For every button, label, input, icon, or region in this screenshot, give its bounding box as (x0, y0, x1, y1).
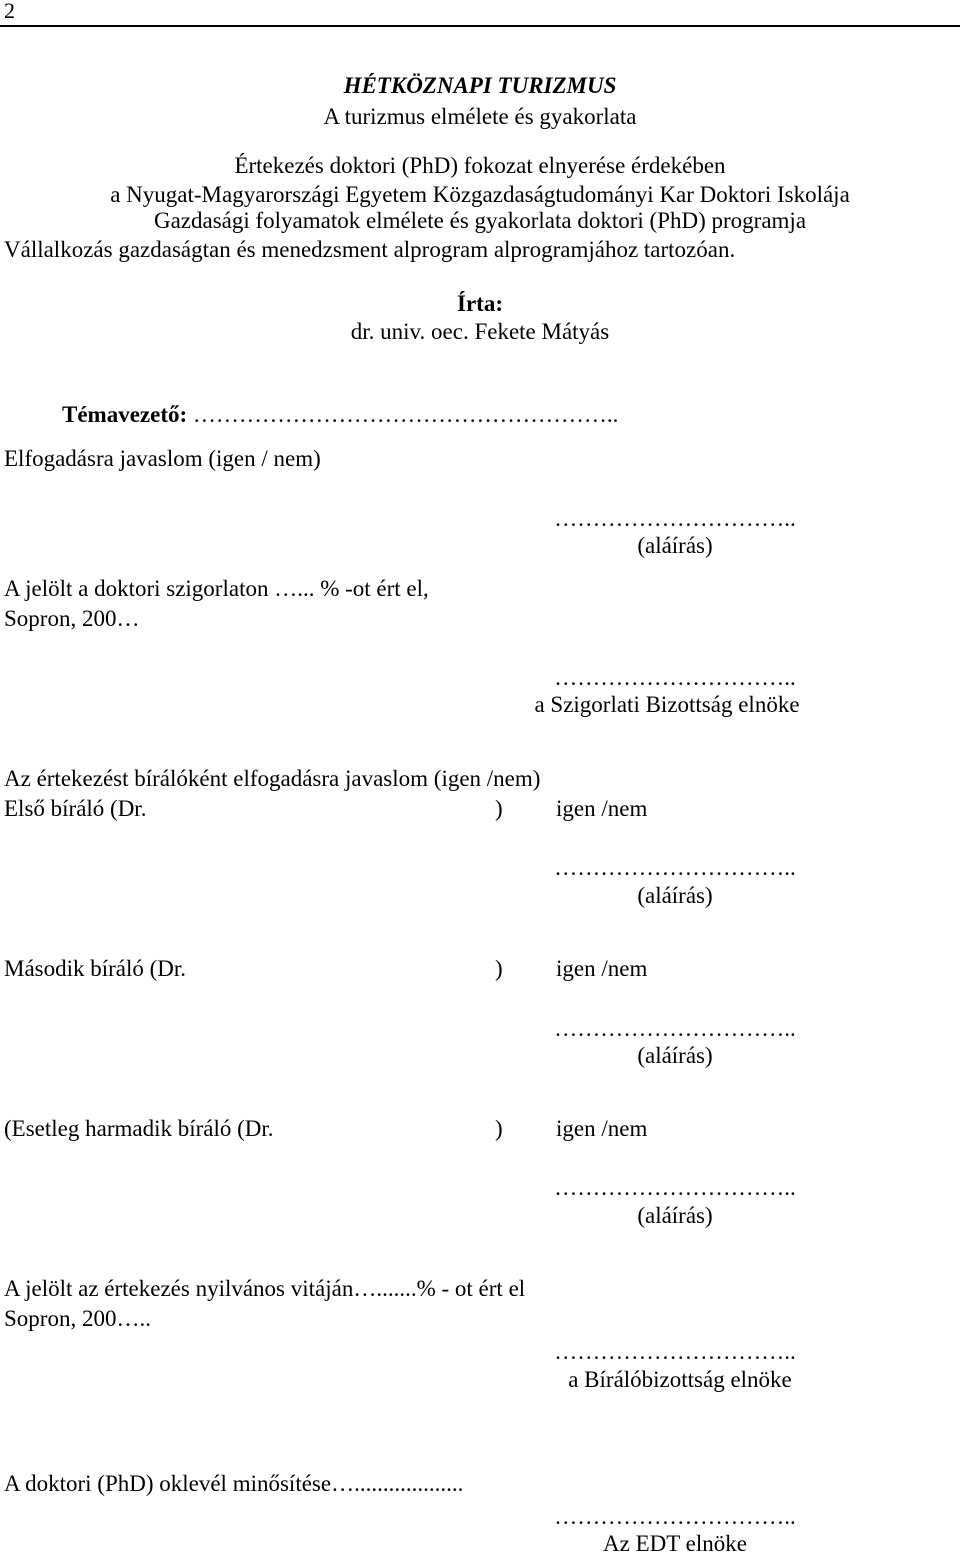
diploma-signature-label: Az EDT elnöke (603, 1531, 747, 1556)
exam-result: A jelölt a doktori szigorlaton …... % -ot ért el, (4, 576, 429, 601)
intro-line-1: Értekezés doktori (PhD) fokozat elnyerése érdekében (234, 153, 726, 178)
defense-signature-dots: ………………………….. (554, 1339, 796, 1364)
supervisor-signature-dots: ………………………….. (554, 506, 796, 531)
page-number: 2 (4, 0, 15, 23)
reviewer-1-label: Első bíráló (Dr. (4, 796, 147, 821)
supervisor-label: Témavezető: (62, 402, 188, 427)
intro-line-2: a Nyugat-Magyarországi Egyetem Közgazdaságtudományi Kar Doktori Iskolája (110, 182, 850, 207)
exam-place-date: Sopron, 200… (4, 606, 140, 631)
reviewer-2-label: Második bíráló (Dr. (4, 956, 187, 981)
diploma-qualification: A doktori (PhD) oklevél minősítése…................... (4, 1471, 464, 1496)
reviewer-1-paren: ) (495, 796, 503, 821)
reviewer-3-label: (Esetleg harmadik bíráló (Dr. (4, 1116, 274, 1141)
reviewer-2-signature-dots: ………………………….. (554, 1016, 796, 1041)
supervisor-dots: ……………………………………………….. (192, 402, 619, 427)
reviewer-3-signature-dots: ………………………….. (554, 1175, 796, 1200)
header-rule (0, 25, 960, 27)
author-label: Írta: (457, 291, 503, 316)
supervisor-signature-label: (aláírás) (637, 533, 713, 558)
reviewer-1-choice: igen /nem (556, 796, 648, 821)
supervisor-line (62, 403, 618, 426)
reviewer-2-signature-label: (aláírás) (637, 1043, 713, 1068)
defense-result: A jelölt az értekezés nyilvános vitáján….......% - ot ért el (4, 1276, 526, 1301)
reviewer-2-paren: ) (495, 956, 503, 981)
reviewer-3-signature-label: (aláírás) (637, 1203, 713, 1228)
intro-line-3: Gazdasági folyamatok elmélete és gyakorlata doktori (PhD) programja (153, 208, 807, 233)
defense-place-date: Sopron, 200….. (4, 1306, 151, 1331)
document-subtitle: A turizmus elmélete és gyakorlata (323, 104, 637, 129)
exam-signature-label: a Szigorlati Bizottság elnöke (534, 692, 800, 717)
supervisor-recommendation: Elfogadásra javaslom (igen / nem) (4, 446, 321, 471)
reviewer-3-paren: ) (495, 1116, 503, 1141)
intro-line-4: Vállalkozás gazdaságtan és menedzsment alprogram alprogramjához tartozóan. (4, 237, 736, 262)
exam-signature-dots: ………………………….. (554, 665, 796, 690)
reviewers-intro: Az értekezést bírálóként elfogadásra javaslom (igen /nem) (4, 766, 541, 791)
reviewer-3-choice: igen /nem (556, 1116, 648, 1141)
reviewer-1-signature-dots: ………………………….. (554, 855, 796, 880)
author-name: dr. univ. oec. Fekete Mátyás (350, 319, 610, 344)
document-title: HÉTKÖZNAPI TURIZMUS (343, 73, 617, 98)
reviewer-1-signature-label: (aláírás) (637, 883, 713, 908)
reviewer-2-choice: igen /nem (556, 956, 648, 981)
defense-signature-label: a Bírálóbizottság elnöke (568, 1367, 792, 1392)
diploma-signature-dots: ………………………….. (554, 1504, 796, 1529)
